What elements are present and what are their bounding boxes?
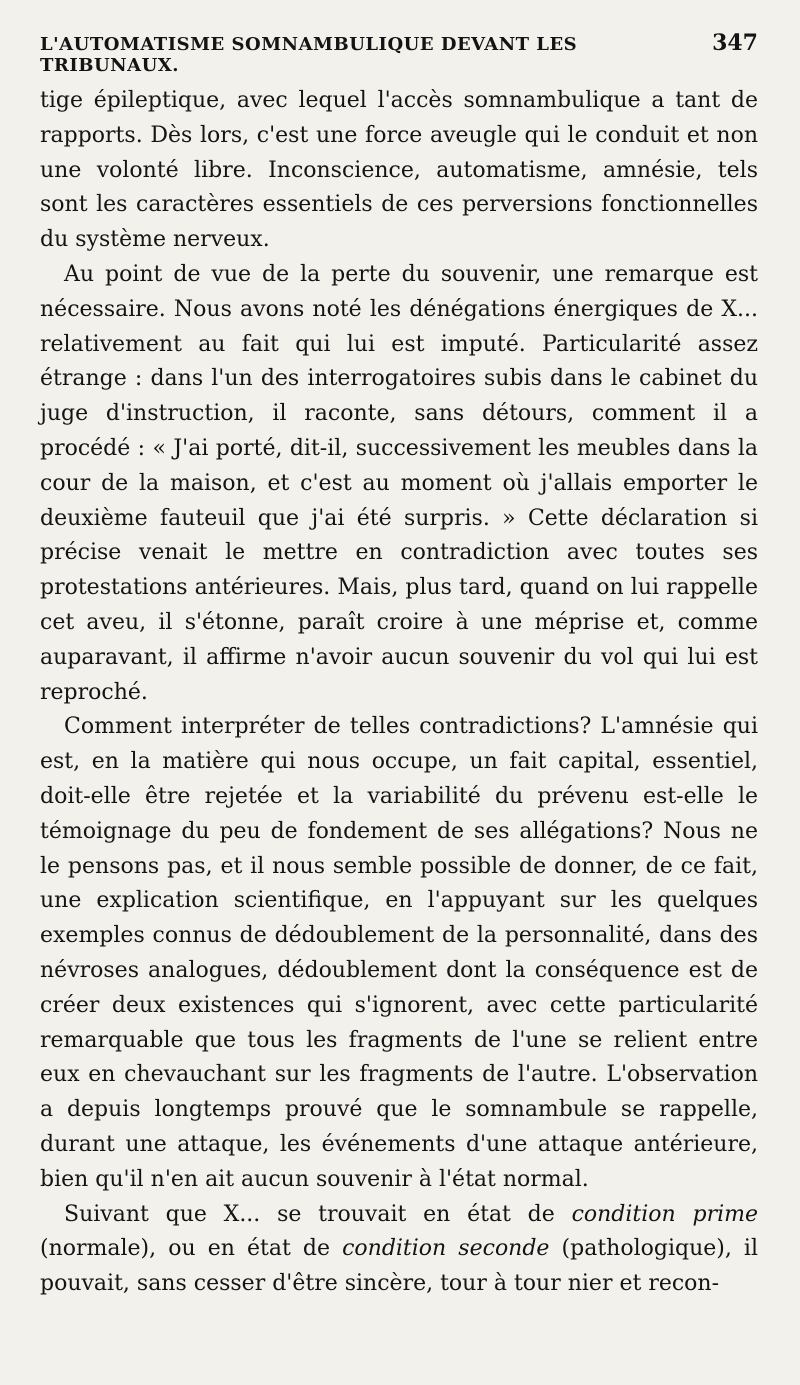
running-header [40,30,758,76]
paragraph-1: tige épileptique, avec lequel l'accès somnambulique a tant de rapports. Dès lors, c'est une force aveugle qui le conduit et non une volonté libre. Inconscience, automatisme, amnésie, tels sont les caractères essentiels de ces perversions fonctionnelles du système nerveux. [40,88,758,253]
paragraph-2: Au point de vue de la perte du souvenir, une remarque est nécessaire. Nous avons noté les dénégations énergiques de X... relativement au fait qui lui est imputé. Particularité assez étrange : dans l'un des interrogatoires subis dans le cabinet du juge d'instruction, il raconte, sans détours, comment il a procédé : « J'ai porté, dit-il, successivement les meubles dans la cour de la maison, et c'est au moment où j'allais emporter le deuxième fauteuil que j'ai été surpris. » Cette déclaration si précise venait le mettre en contradiction avec toutes ses protestations antérieures. Mais, plus tard, quand on lui rappelle cet aveu, il s'étonne, paraît croire à une méprise et, comme auparavant, il affirme n'avoir aucun souvenir du vol qui lui est reproché. [40,261,758,705]
paragraph-4-text-3: (pathologique), il pouvait, sans cesser d'être sincère, tour à tour nier et recon- [40,1236,758,1297]
paragraph-4-text-1: Suivant que X... se trouvait en état de [64,1201,572,1227]
page-number: 347 [712,30,758,56]
emphasis-condition-seconde: condition seconde [342,1236,550,1262]
body-text [40,84,758,1302]
emphasis-condition-prime: condition prime [571,1201,758,1227]
paragraph-3: Comment interpréter de telles contradictions? L'amnésie qui est, en la matière qui nous occupe, un fait capital, essentiel, doit-elle être rejetée et la variabilité du prévenu est-elle le témoignage du peu de fondement de ses allégations? Nous ne le pensons pas, et il nous semble possible de donner, de ce fait, une explication scientifique, en l'appuyant sur les quelques exemples connus de dédoublement de la personnalité, dans des névroses analogues, dédoublement dont la conséquence est de créer deux existences qui s'ignorent, avec cette particularité remarquable que tous les fragments de l'une se relient entre eux en chevauchant sur les fragments de l'autre. L'observation a depuis longtemps prouvé que le somnambule se rappelle, durant une attaque, les événements d'une attaque antérieure, bien qu'il n'en ait aucun souvenir à l'état normal. [40,714,758,1192]
book-page [40,30,758,1302]
running-title: L'AUTOMATISME SOMNAMBULIQUE DEVANT LES TRIBUNAUX. [40,34,578,76]
paragraph-4 [40,1198,758,1302]
paragraph-4-text-2: (normale), ou en état de [40,1236,343,1262]
